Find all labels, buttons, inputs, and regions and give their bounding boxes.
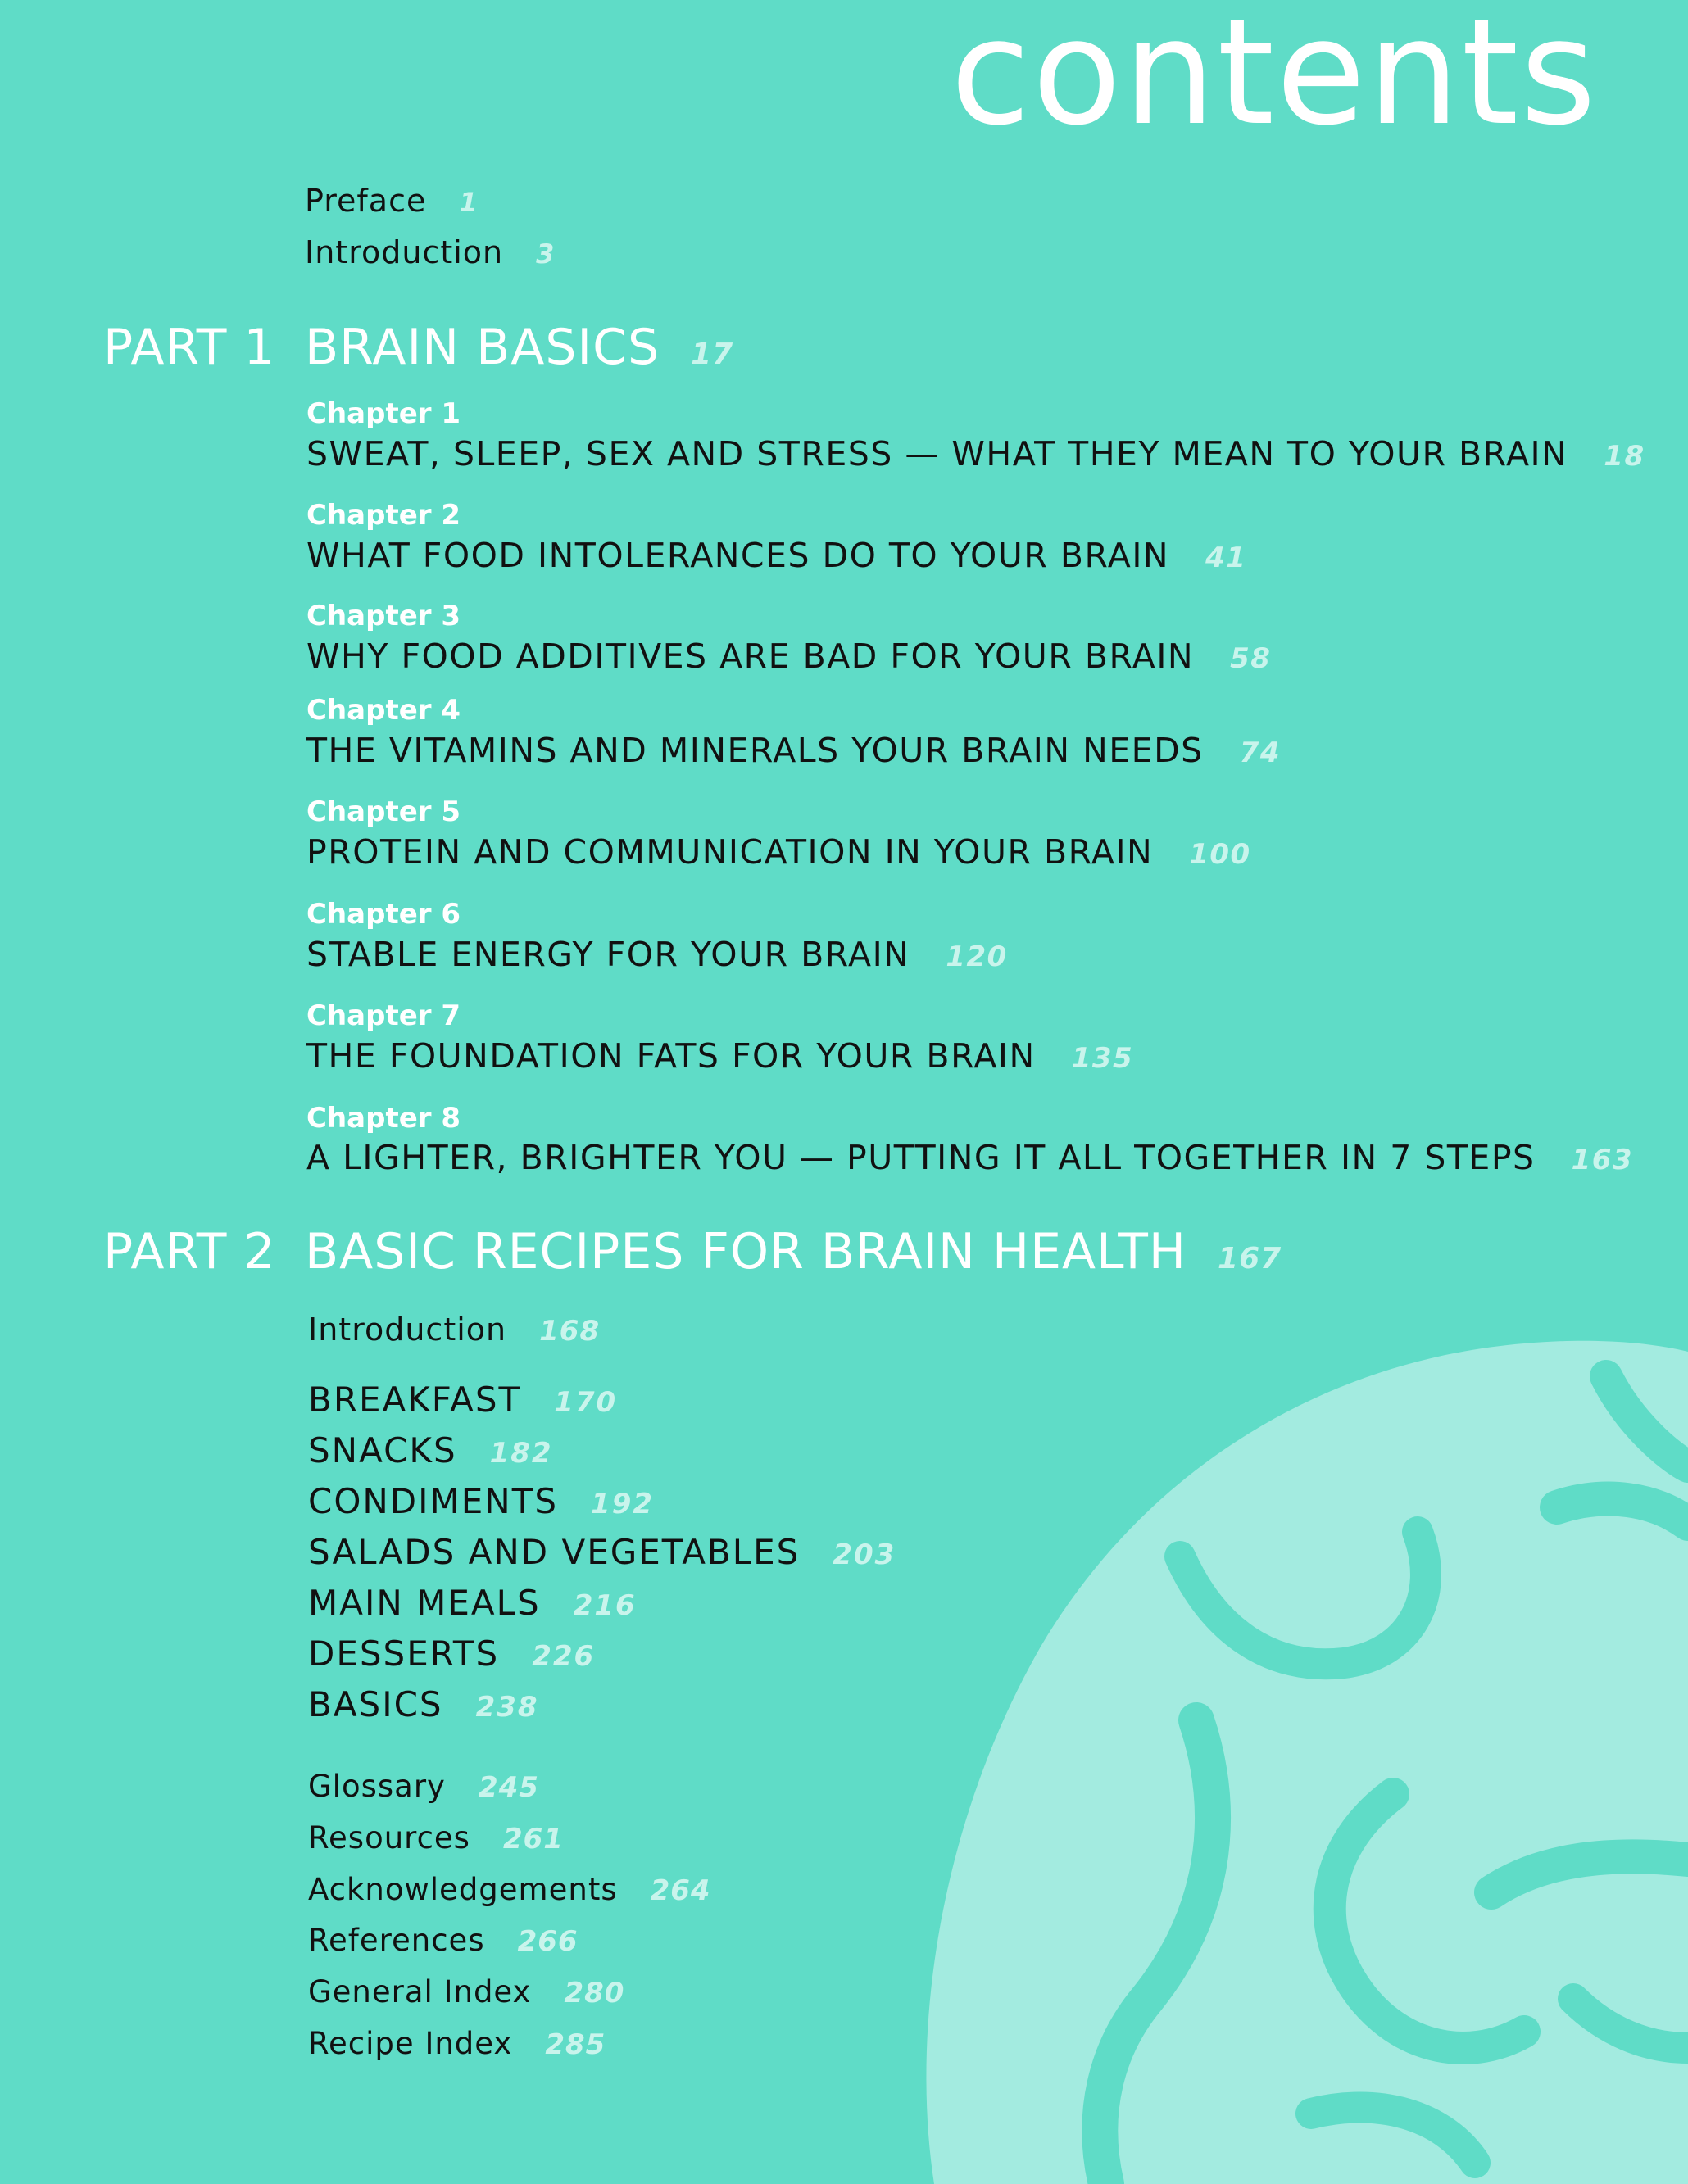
chapter-6-title <box>306 935 1008 974</box>
toc-entry-preface <box>305 183 479 219</box>
toc-entry-introduction <box>305 234 556 270</box>
chapter-title-text: A LIGHTER, BRIGHTER YOU — PUTTING IT ALL TOGETHER IN 7 STEPS <box>306 1138 1536 1177</box>
chapter-7-label: Chapter 7 <box>306 999 461 1032</box>
chapter-title-text: PROTEIN AND COMMUNICATION IN YOUR BRAIN <box>306 832 1154 872</box>
page-number: 192 <box>591 1488 655 1520</box>
page-number: 280 <box>564 1977 625 2010</box>
chapter-2-label: Chapter 2 <box>306 499 461 532</box>
entry-label: General Index <box>308 1974 532 2010</box>
page-title: contents <box>950 0 1598 157</box>
page-number: 261 <box>502 1823 564 1855</box>
page-number: 266 <box>517 1925 579 1958</box>
entry-label: Introduction <box>305 234 504 270</box>
section-snacks <box>308 1430 553 1470</box>
part-1-title <box>305 319 734 376</box>
chapter-4-title <box>306 731 1281 770</box>
entry-label: References <box>308 1923 485 1958</box>
toc-entry-acknowledgements <box>308 1874 711 1905</box>
page-number: 167 <box>1218 1242 1282 1276</box>
page-number: 285 <box>545 2028 606 2061</box>
section-basics <box>308 1684 539 1724</box>
chapter-4-label: Chapter 4 <box>306 694 461 727</box>
section-label: BREAKFAST <box>308 1380 522 1420</box>
section-label: MAIN MEALS <box>308 1583 541 1623</box>
page-number: 17 <box>691 338 734 371</box>
section-main-meals <box>308 1583 637 1623</box>
section-condiments <box>308 1481 655 1521</box>
entry-label: Recipe Index <box>308 2026 513 2061</box>
section-label: BASICS <box>308 1684 443 1724</box>
page-number: 182 <box>489 1437 553 1470</box>
section-label: SNACKS <box>308 1430 457 1470</box>
chapter-title-text: WHY FOOD ADDITIVES ARE BAD FOR YOUR BRAIN <box>306 637 1195 676</box>
page-number: 3 <box>536 238 556 270</box>
entry-label: Resources <box>308 1820 470 1855</box>
chapter-8-title <box>306 1138 1634 1177</box>
page-number: 135 <box>1071 1042 1134 1075</box>
part-2-title <box>305 1223 1282 1280</box>
section-label: DESSERTS <box>308 1633 500 1674</box>
page-number: 41 <box>1205 541 1247 574</box>
page-number: 238 <box>475 1691 539 1724</box>
chapter-title-text: STABLE ENERGY FOR YOUR BRAIN <box>306 935 910 974</box>
chapter-title-text: THE VITAMINS AND MINERALS YOUR BRAIN NEEDS <box>306 731 1204 770</box>
page-number: 163 <box>1571 1144 1634 1176</box>
page-number: 245 <box>478 1771 539 1804</box>
chapter-6-label: Chapter 6 <box>306 898 461 931</box>
page-number: 264 <box>650 1874 711 1907</box>
toc-entry-recipe-index <box>308 2028 606 2059</box>
section-desserts <box>308 1633 596 1674</box>
chapter-title-text: SWEAT, SLEEP, SEX AND STRESS — WHAT THEY MEAN TO YOUR BRAIN <box>306 434 1568 474</box>
part-title-text: BRAIN BASICS <box>305 319 660 376</box>
part-2-label: PART 2 <box>103 1223 276 1280</box>
page-number: 58 <box>1230 642 1272 675</box>
toc-entry-general-index <box>308 1974 625 2010</box>
chapter-title-text: WHAT FOOD INTOLERANCES DO TO YOUR BRAIN <box>306 536 1170 575</box>
chapter-8-label: Chapter 8 <box>306 1102 461 1135</box>
entry-label: Preface <box>305 183 427 219</box>
section-label: SALADS AND VEGETABLES <box>308 1532 801 1572</box>
toc-entry-references <box>308 1923 579 1958</box>
chapter-1-title <box>306 434 1645 474</box>
page-number: 74 <box>1239 736 1281 769</box>
page-number: 18 <box>1604 440 1645 473</box>
chapter-5-title <box>306 832 1251 872</box>
page-number: 170 <box>554 1386 618 1419</box>
page-number: 226 <box>532 1640 596 1673</box>
entry-label: Glossary <box>308 1769 446 1804</box>
chapter-1-label: Chapter 1 <box>306 397 461 430</box>
page-number: 100 <box>1189 838 1251 871</box>
part-1-label: PART 1 <box>103 319 276 376</box>
chapter-title-text: THE FOUNDATION FATS FOR YOUR BRAIN <box>306 1036 1036 1076</box>
chapter-3-label: Chapter 3 <box>306 600 461 632</box>
page-number: 216 <box>573 1589 637 1622</box>
page-number: 1 <box>459 187 479 218</box>
chapter-7-title <box>306 1036 1134 1076</box>
entry-label: Introduction <box>308 1312 507 1348</box>
page-number: 203 <box>833 1538 896 1571</box>
entry-label: Acknowledgements <box>308 1872 618 1907</box>
toc-entry-resources <box>308 1820 564 1855</box>
toc-entry-glossary <box>308 1769 539 1804</box>
chapter-2-title <box>306 536 1247 575</box>
page-number: 168 <box>539 1315 601 1348</box>
page-number: 120 <box>946 940 1008 973</box>
chapter-3-title <box>306 637 1272 676</box>
chapter-5-label: Chapter 5 <box>306 795 461 828</box>
section-label: CONDIMENTS <box>308 1481 559 1521</box>
section-salads-and-vegetables <box>308 1532 896 1572</box>
section-breakfast <box>308 1380 618 1420</box>
toc-entry-part-2-introduction <box>308 1312 601 1348</box>
part-title-text: BASIC RECIPES FOR BRAIN HEALTH <box>305 1223 1187 1280</box>
